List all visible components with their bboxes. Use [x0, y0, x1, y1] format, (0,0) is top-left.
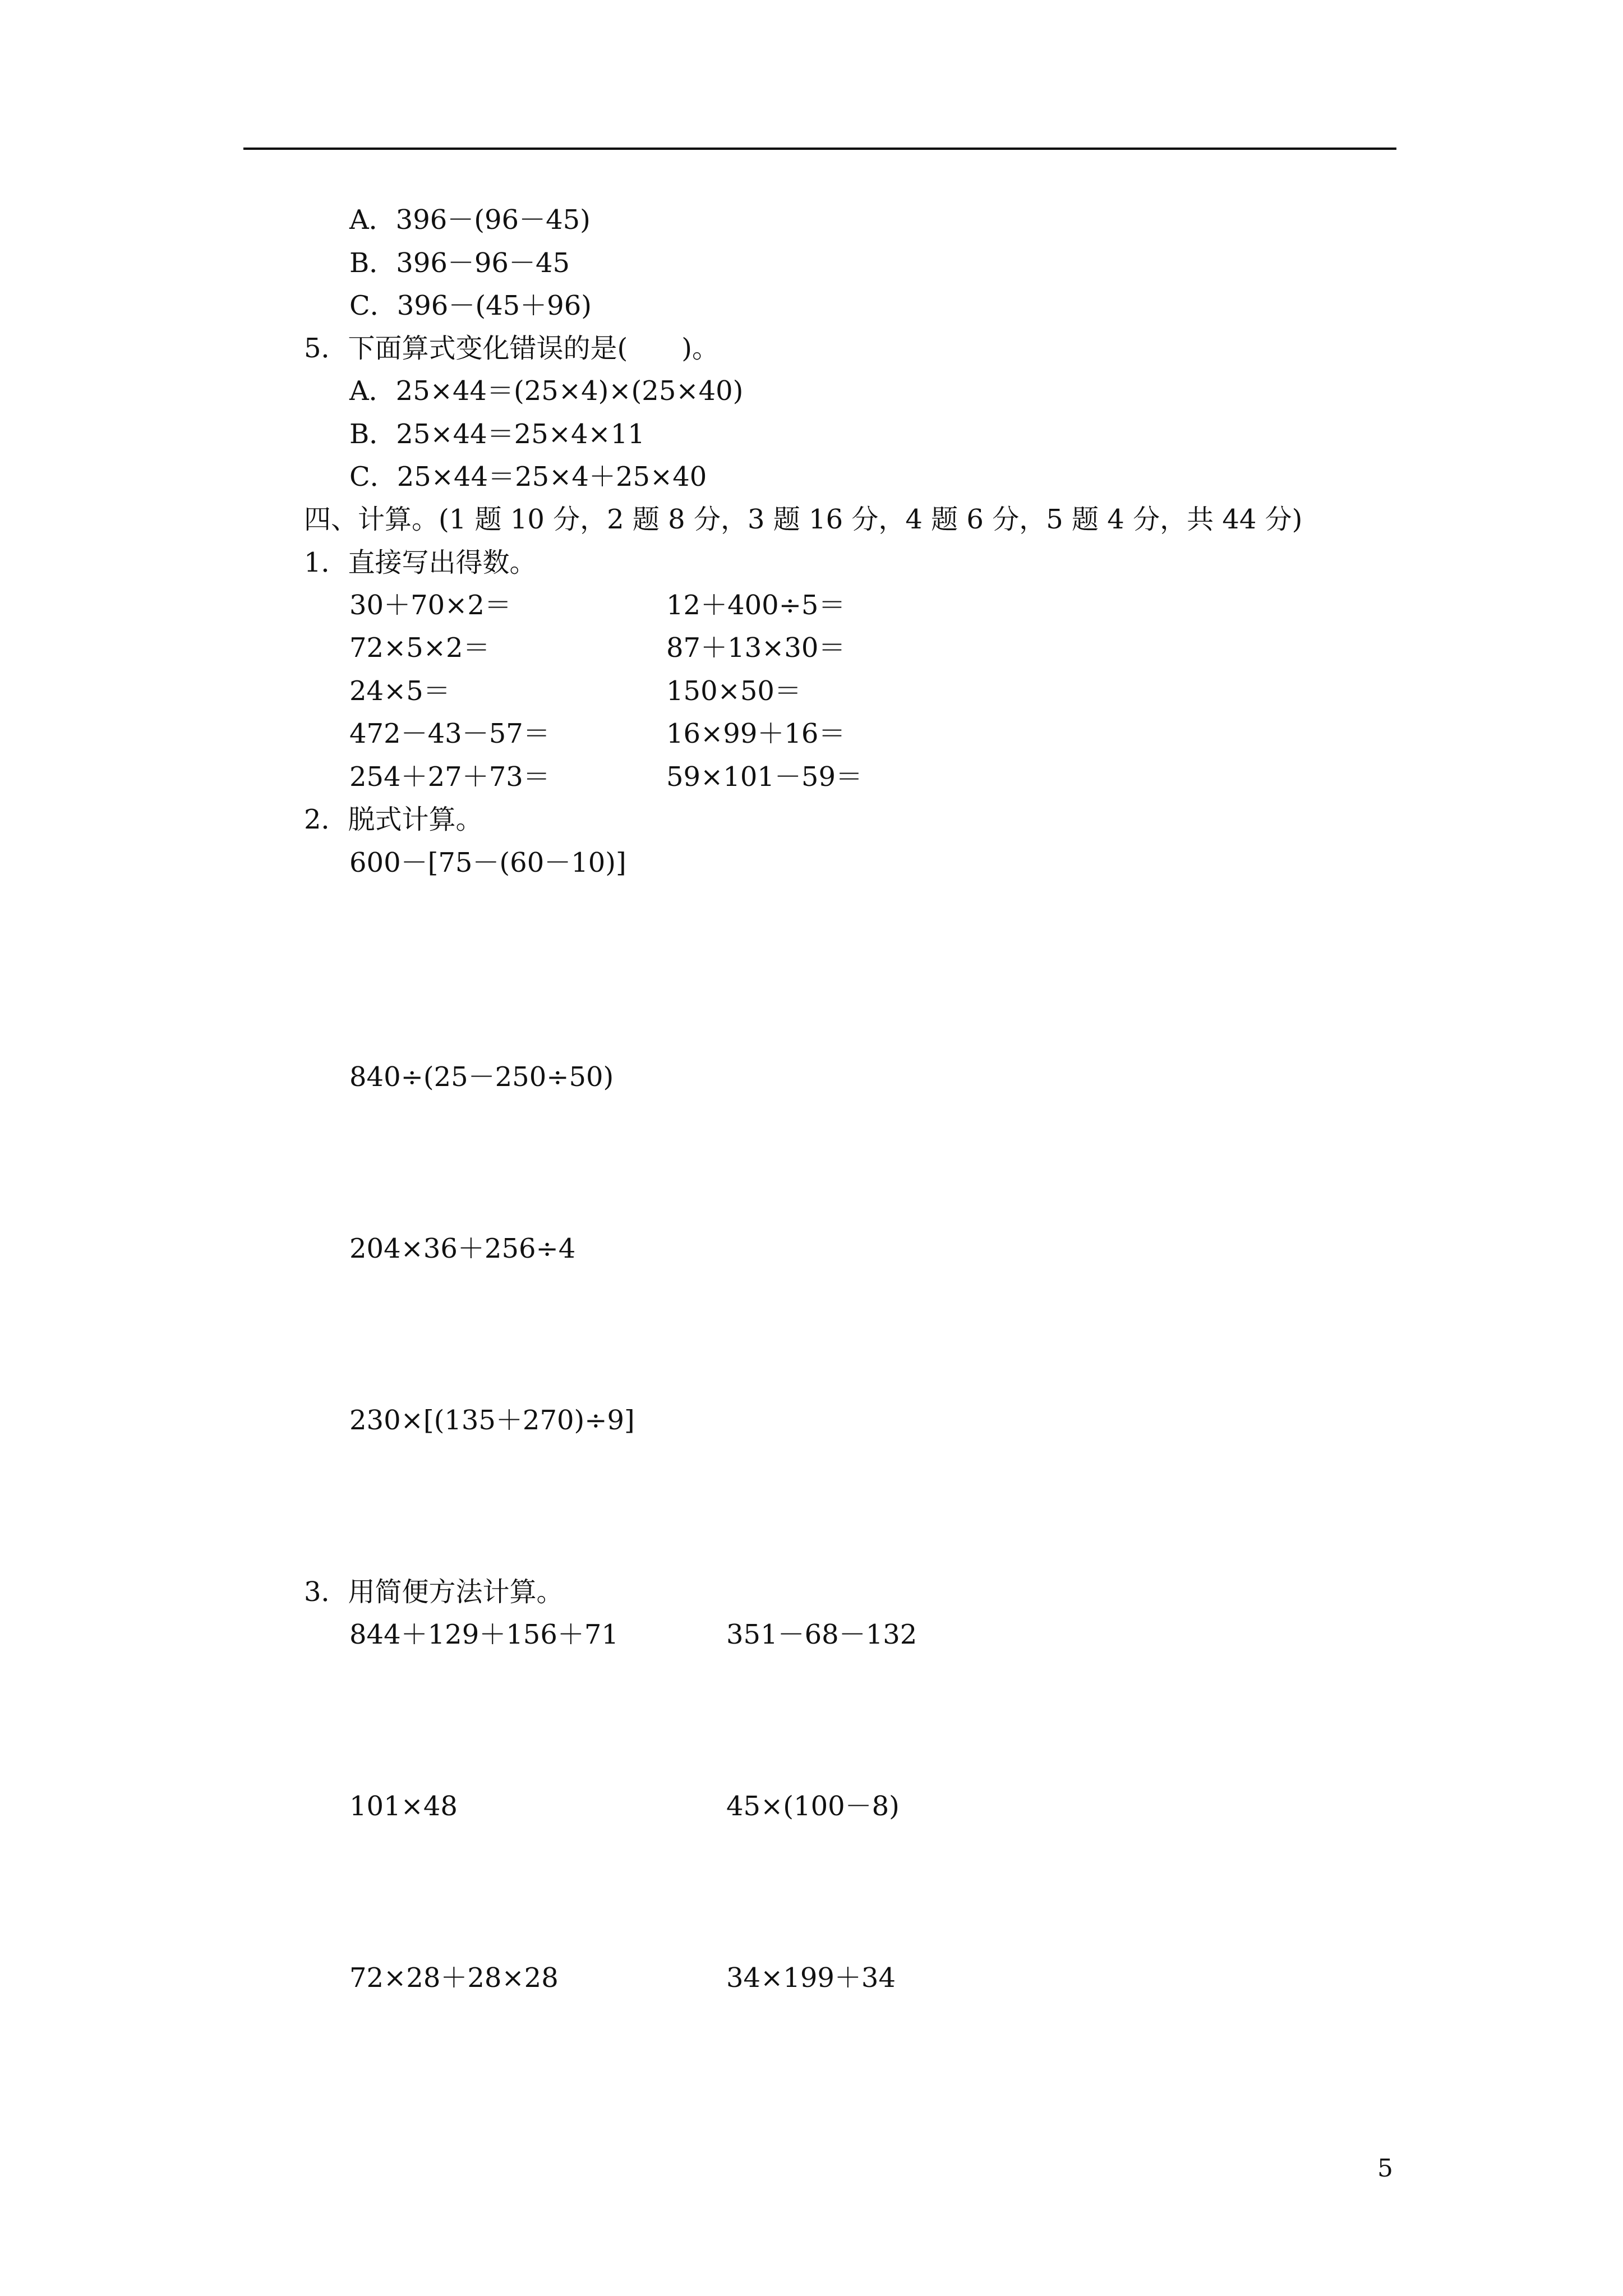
simplify-calc-item: 72×28＋28×28 [349, 1962, 559, 1994]
oral-calc-item: 254＋27＋73＝ [349, 761, 550, 793]
q4-option-b: B．396－96－45 [349, 247, 570, 279]
section-4-title: 四、计算。(1 题 10 分，2 题 8 分，3 题 16 分，4 题 6 分，5 题 4 分，共 44 分) [304, 504, 1303, 535]
q5-option-c: C．25×44＝25×4＋25×40 [349, 461, 707, 493]
simplify-calc-item: 34×199＋34 [726, 1962, 896, 1994]
q5-option-a: A．25×44＝(25×4)×(25×40) [349, 375, 744, 407]
part-3-heading: 3．用简便方法计算。 [304, 1576, 564, 1608]
oral-calc-item: 30＋70×2＝ [349, 590, 511, 621]
part-2-heading: 2．脱式计算。 [304, 804, 483, 835]
q4-option-c: C．396－(45＋96) [349, 290, 592, 321]
simplify-calc-item: 45×(100－8) [726, 1791, 900, 1822]
header-rule [243, 148, 1396, 150]
step-calc-item: 840÷(25－250÷50) [349, 1061, 614, 1093]
oral-calc-item: 16×99＋16＝ [666, 718, 846, 749]
oral-calc-item: 12＋400÷5＝ [666, 590, 846, 621]
simplify-calc-item: 351－68－132 [726, 1619, 917, 1650]
oral-calc-item: 59×101－59＝ [666, 761, 863, 793]
step-calc-item: 600－[75－(60－10)] [349, 847, 626, 878]
q5-option-b: B．25×44＝25×4×11 [349, 418, 645, 450]
q5-stem: 5．下面算式变化错误的是( )。 [304, 333, 719, 364]
oral-calc-item: 24×5＝ [349, 675, 450, 707]
part-1-heading: 1．直接写出得数。 [304, 547, 537, 578]
oral-calc-item: 87＋13×30＝ [666, 632, 846, 664]
step-calc-item: 230×[(135＋270)÷9] [349, 1405, 635, 1436]
oral-calc-item: 150×50＝ [666, 675, 801, 707]
step-calc-item: 204×36＋256÷4 [349, 1233, 576, 1264]
simplify-calc-item: 101×48 [349, 1791, 458, 1822]
page-number: 5 [1377, 2154, 1393, 2183]
oral-calc-item: 472－43－57＝ [349, 718, 550, 749]
oral-calc-item: 72×5×2＝ [349, 632, 490, 664]
q4-option-a: A．396－(96－45) [349, 204, 591, 236]
simplify-calc-item: 844＋129＋156＋71 [349, 1619, 619, 1650]
